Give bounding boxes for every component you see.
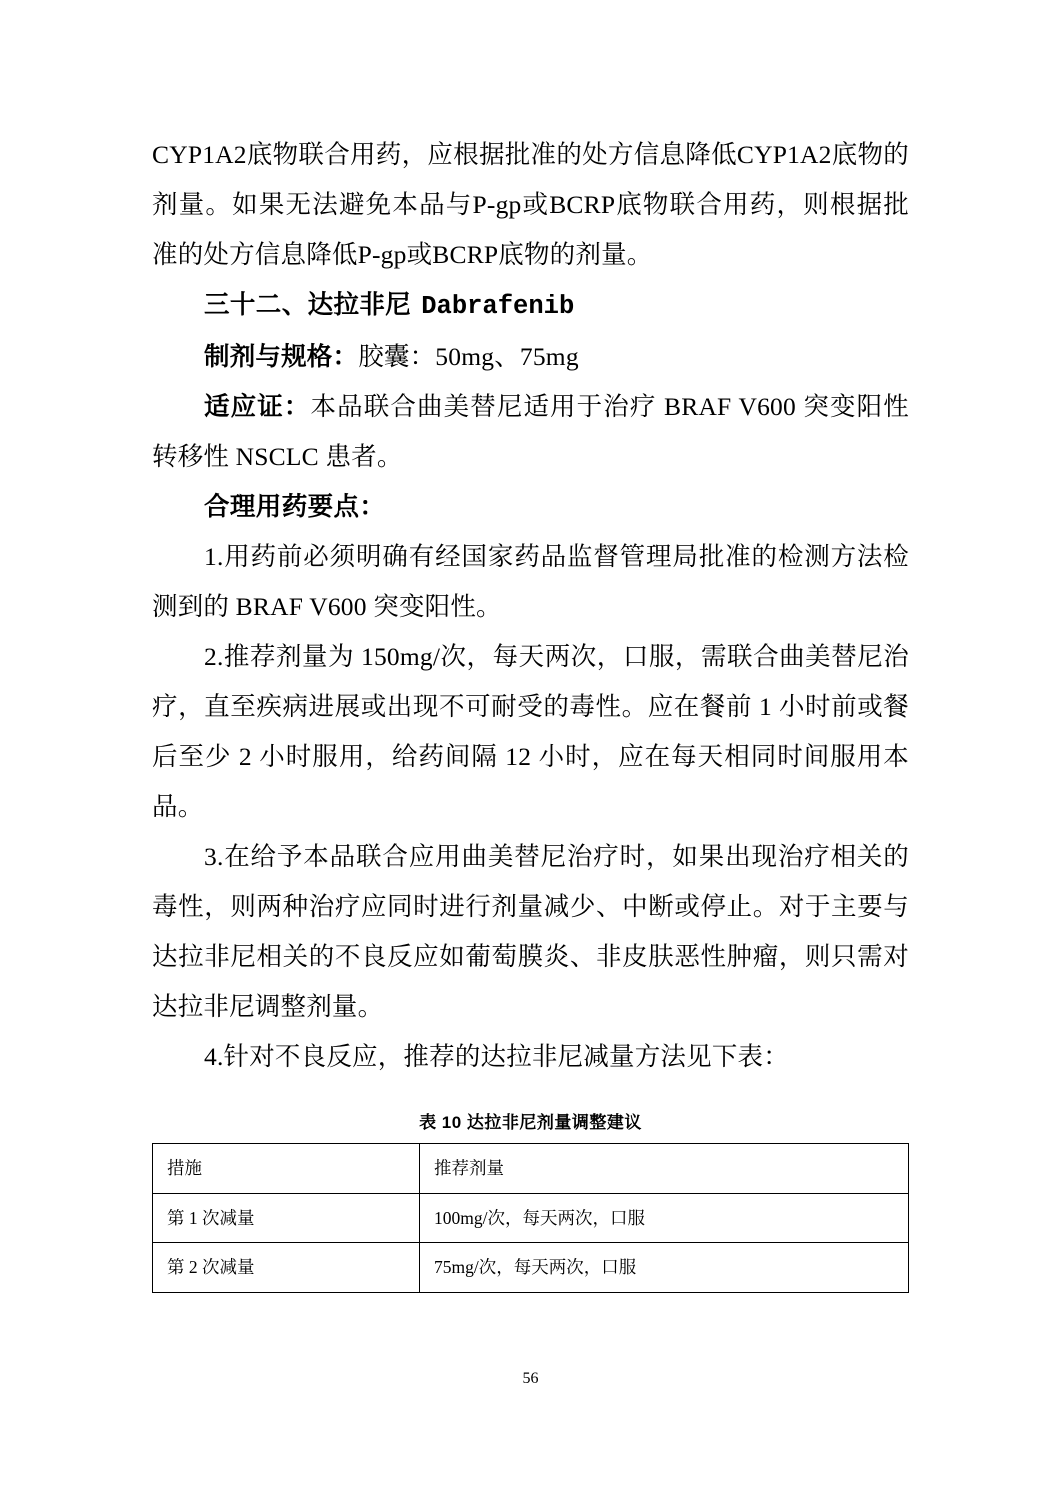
field-indication — [152, 382, 909, 482]
table-cell-dose-2: 75mg/次，每天两次，口服 — [420, 1243, 909, 1293]
key-point-4-number: 4. — [204, 1042, 224, 1071]
key-point-2-text: 推荐剂量为 150mg/次，每天两次，口服，需联合曲美替尼治疗，直至疾病进展或出现不可耐受的毒性。应在餐前 1 小时前或餐后至少 2 小时服用，给药间隔 12 小时，应在每天相同时间服用本品。 — [152, 642, 909, 821]
table-header-dose: 推荐剂量 — [420, 1144, 909, 1194]
page-number: 56 — [522, 1370, 539, 1387]
key-point-2-number: 2. — [204, 642, 224, 671]
section-drug-name-cn: 达拉非尼 — [307, 291, 412, 319]
section-number: 三十二、 — [204, 291, 308, 319]
field-formulation — [152, 332, 909, 382]
table-row — [153, 1193, 909, 1243]
key-point-3 — [152, 832, 909, 1032]
field-indication-value: 本品联合曲美替尼适用于治疗 BRAF V600 突变阳性转移性 NSCLC 患者。 — [152, 392, 909, 471]
table-header-measure: 措施 — [153, 1144, 420, 1194]
key-point-1-text: 用药前必须明确有经国家药品监督管理局批准的检测方法检测到的 BRAF V600 突变阳性。 — [152, 542, 909, 621]
table-cell-measure-2: 第 2 次减量 — [153, 1243, 420, 1293]
table-row — [153, 1243, 909, 1293]
key-point-3-number: 3. — [204, 842, 224, 871]
dose-adjustment-table — [152, 1143, 909, 1293]
field-formulation-label: 制剂与规格： — [204, 343, 359, 371]
section-heading-dabrafenib — [152, 280, 909, 332]
section-drug-name-en: Dabrafenib — [421, 292, 575, 321]
key-point-1 — [152, 532, 909, 632]
table-header-row — [153, 1144, 909, 1194]
key-point-3-text: 在给予本品联合应用曲美替尼治疗时，如果出现治疗相关的毒性，则两种治疗应同时进行剂量减少、中断或停止。对于主要与达拉非尼相关的不良反应如葡萄膜炎、非皮肤恶性肿瘤，则只需对达拉非尼调整剂量。 — [152, 842, 909, 1021]
key-point-4 — [152, 1032, 909, 1082]
table-caption: 表 10 达拉非尼剂量调整建议 — [419, 1113, 642, 1132]
key-point-1-number: 1. — [204, 542, 224, 571]
key-points-heading: 合理用药要点： — [204, 493, 386, 521]
table-cell-dose-1: 100mg/次，每天两次，口服 — [420, 1193, 909, 1243]
field-formulation-value: 胶囊：50mg、75mg — [358, 342, 579, 371]
key-point-2 — [152, 632, 909, 832]
table-cell-measure-1: 第 1 次减量 — [153, 1193, 420, 1243]
paragraph-cyp1a2: CYP1A2底物联合用药，应根据批准的处方信息降低CYP1A2底物的剂量。如果无法避免本品与P-gp或BCRP底物联合用药，则根据批准的处方信息降低P-gp或BCRP底物的剂量。 — [152, 140, 909, 269]
key-point-4-text: 针对不良反应，推荐的达拉非尼减量方法见下表： — [223, 1042, 789, 1071]
field-indication-label: 适应证： — [204, 393, 311, 421]
